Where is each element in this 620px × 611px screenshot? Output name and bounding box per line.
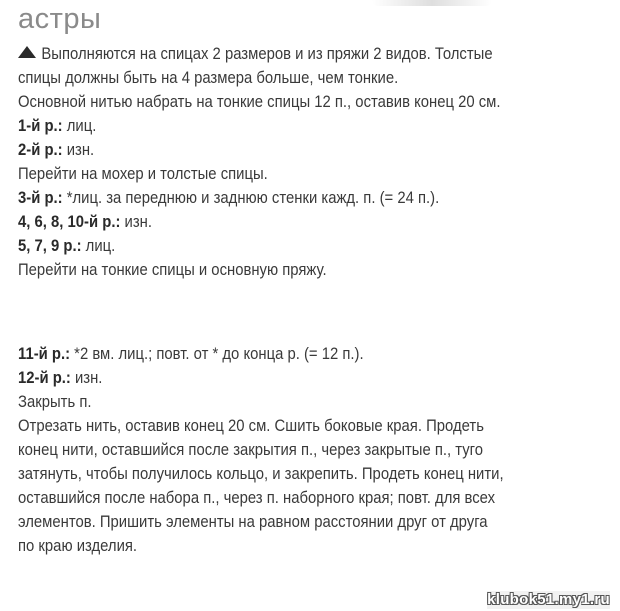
- row-12: [18, 366, 549, 390]
- row-text: изн.: [62, 141, 95, 159]
- triangle-bullet-icon: [18, 46, 36, 58]
- close-line: Закрыть п.: [18, 393, 92, 411]
- row-11: [18, 342, 549, 366]
- row-label: 4, 6, 8, 10-й р.:: [18, 213, 121, 231]
- row-label: 3-й р.:: [18, 189, 63, 207]
- row-label: 5, 7, 9 р.:: [18, 237, 82, 255]
- finishing-line-4: оставшийся после набора п., через п. наборного края; повт. для всех: [18, 489, 496, 507]
- row-2: [18, 138, 549, 162]
- row-4-10: [18, 210, 549, 234]
- instructions-block-top: [18, 42, 549, 282]
- row-text: лиц.: [62, 117, 97, 135]
- row-label: 11-й р.:: [18, 345, 71, 363]
- finishing-line-3: затянуть, чтобы получилось кольцо, и закрепить. Продеть конец нити,: [18, 465, 504, 483]
- row-label: 12-й р.:: [18, 369, 71, 387]
- scan-smudge: [372, 0, 492, 6]
- intro-line-2: спицы должны быть на 4 размера больше, чем тонкие.: [18, 69, 399, 87]
- row-1: [18, 114, 549, 138]
- row-text: *лиц. за переднюю и заднюю стенки кажд. п. (= 24 п.).: [62, 189, 440, 207]
- finishing-line-2: конец нити, оставшийся после закрытия п., через закрытые п., туго: [18, 441, 484, 459]
- row-text: лиц.: [81, 237, 116, 255]
- finishing-line-6: по краю изделия.: [18, 537, 138, 555]
- row-3: [18, 186, 549, 210]
- instructions-block-bottom: [18, 342, 549, 558]
- switch-mohair: Перейти на мохер и толстые спицы.: [18, 165, 268, 183]
- intro-line-3: Основной нитью набрать на тонкие спицы 12 п., оставив конец 20 см.: [18, 93, 501, 111]
- intro-line-1: Выполняются на спицах 2 размеров и из пряжи 2 видов. Толстые: [18, 42, 549, 66]
- finishing-line-1: Отрезать нить, оставив конец 20 см. Сшить боковые края. Продеть: [18, 417, 484, 435]
- row-text: изн.: [70, 369, 103, 387]
- row-text: изн.: [120, 213, 152, 231]
- row-5-9: [18, 234, 549, 258]
- row-text: *2 вм. лиц.; повт. от * до конца р. (= 12 п.).: [70, 345, 364, 363]
- page-title: астры: [18, 3, 102, 35]
- row-label: 1-й р.:: [18, 117, 63, 135]
- site-watermark: klubok51.my1.ru: [487, 591, 610, 608]
- row-label: 2-й р.:: [18, 141, 63, 159]
- switch-thin: Перейти на тонкие спицы и основную пряжу.: [18, 261, 327, 279]
- finishing-line-5: элементов. Пришить элементы на равном расстоянии друг от друга: [18, 513, 488, 531]
